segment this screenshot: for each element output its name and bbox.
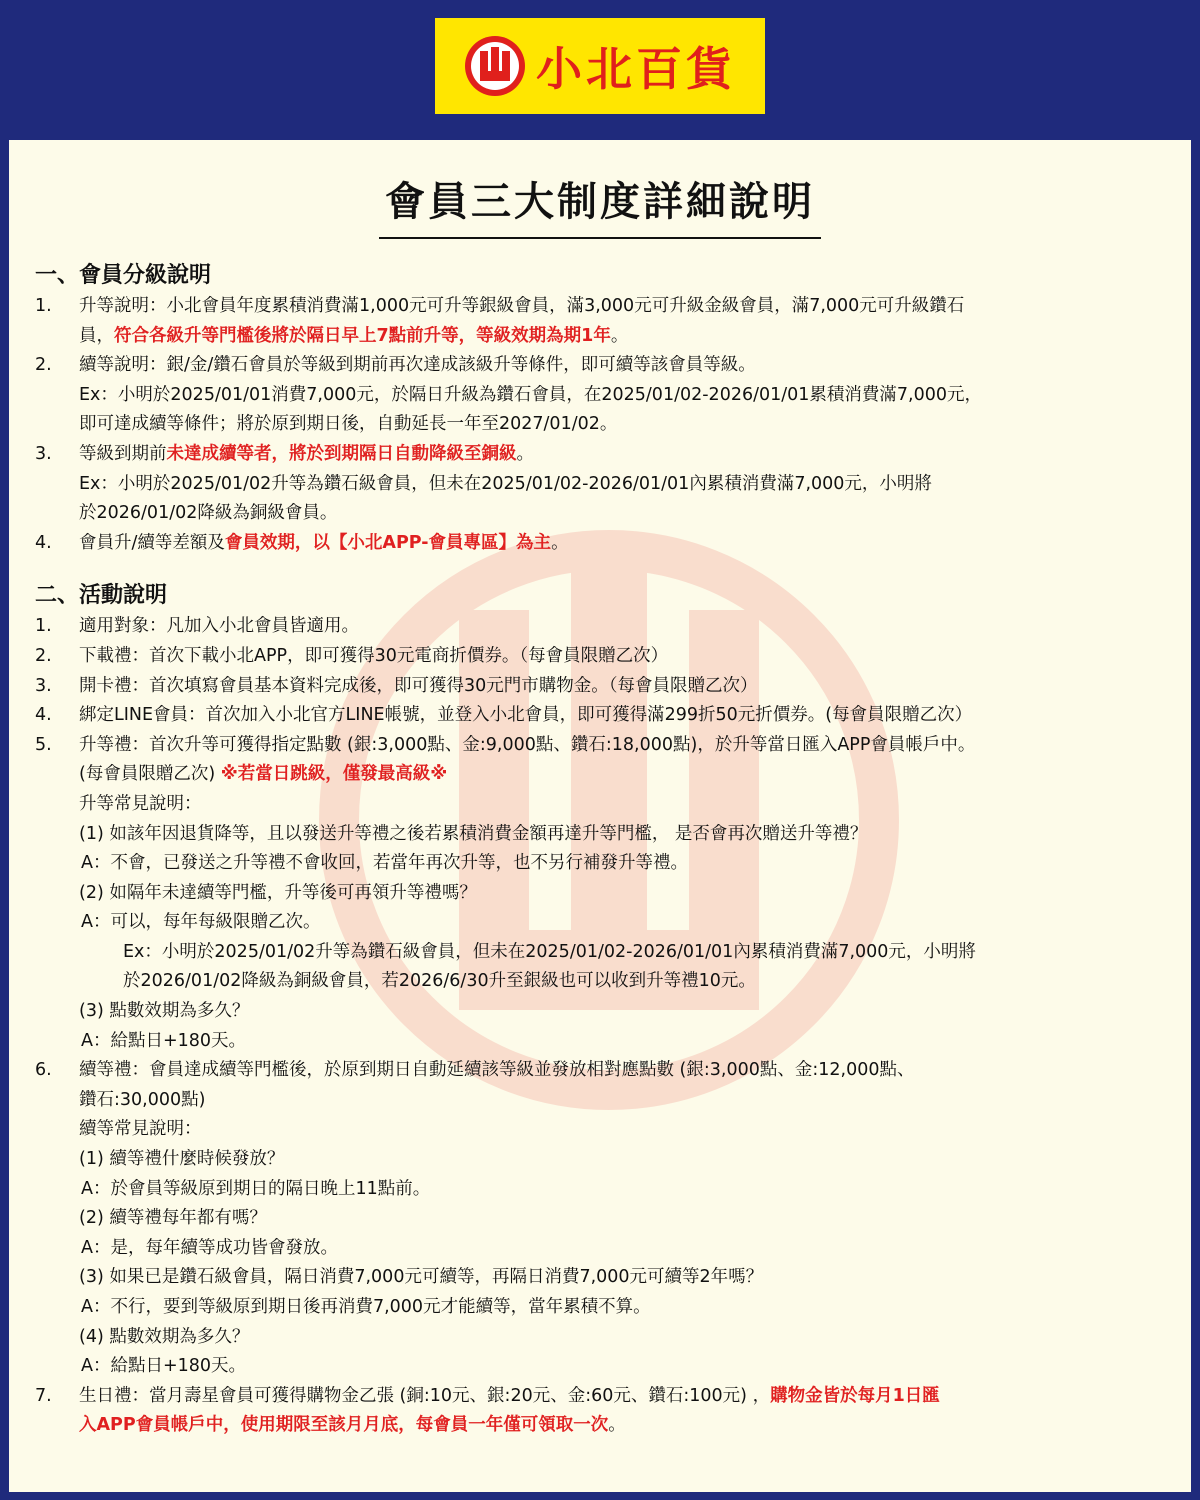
highlight-text: 未達成續等者，將於到期隔日自動降級至銅級 bbox=[166, 443, 517, 464]
list-item bbox=[35, 529, 1165, 559]
item-text: 續等說明：銀/金/鑽石會員於等級到期前再次達成該級升等條件，即可續等該會員等級。 bbox=[79, 355, 756, 376]
section-heading-membership-tiers: 一、會員分級說明 bbox=[35, 263, 212, 288]
item-text-line bbox=[79, 760, 1165, 790]
item-text-line bbox=[79, 322, 1165, 352]
item-text: 適用對象：凡加入小北會員皆適用。 bbox=[79, 616, 359, 637]
faq-answer: A：不會，已發送之升等禮不會收回，若當年再次升等，也不另行補發升等禮。 bbox=[81, 853, 688, 874]
faq-answer: A：給點日+180天。 bbox=[81, 1356, 247, 1377]
list-item bbox=[35, 1056, 1165, 1382]
item-number: 1. bbox=[35, 296, 52, 316]
item-text: 下載禮：首次下載小北APP，即可獲得30元電商折價券。（每會員限贈乙次） bbox=[79, 645, 669, 666]
faq-question: (1) 如該年因退貨降等，且以發送升等禮之後若累積消費金額再達升等門檻， 是否會再次贈送升等禮？ bbox=[79, 823, 868, 844]
list-item bbox=[35, 612, 1165, 642]
item-text: 鑽石:30,000點) bbox=[79, 1089, 206, 1110]
page-title: 會員三大制度詳細說明 bbox=[379, 170, 821, 239]
item-number: 4. bbox=[35, 532, 52, 553]
faq-answer: A：不行，要到等級原到期日後再消費7,000元才能續等，當年累積不算。 bbox=[81, 1297, 651, 1317]
example-text: Ex：小明於2025/01/02升等為鑽石級會員，但未在2025/01/02-2026/01/01內累積消費滿7,000元，小明將 bbox=[79, 473, 932, 494]
item-number: 7. bbox=[35, 1385, 52, 1406]
highlight-text: 購物金皆於每月1日匯 bbox=[770, 1385, 940, 1406]
item-text-line bbox=[79, 1411, 1165, 1441]
text-segment: 會員升/續等差額及 bbox=[79, 532, 225, 553]
item-text-line bbox=[79, 440, 1165, 470]
content-body bbox=[35, 256, 1165, 1441]
item-text: 開卡禮：首次填寫會員基本資料完成後，即可獲得30元門市購物金。（每會員限贈乙次） bbox=[79, 675, 758, 696]
item-number: 1. bbox=[35, 616, 52, 637]
faq-question: (3) 點數效期為多久？ bbox=[79, 1001, 250, 1022]
example-text: 於2026/01/02降級為銅級會員，若2026/6/30升至銀級也可以收到升等禮10元。 bbox=[123, 971, 756, 992]
page-title-wrap bbox=[9, 170, 1191, 239]
list-item bbox=[35, 351, 1165, 440]
text-segment: 。 bbox=[608, 1415, 626, 1436]
header-bar bbox=[0, 0, 1200, 140]
list-item bbox=[35, 292, 1165, 351]
list-item bbox=[35, 642, 1165, 672]
faq-question: (2) 續等禮每年都有嗎？ bbox=[79, 1208, 267, 1229]
brand-name: 小北百貨 bbox=[536, 42, 736, 96]
text-segment: 等級到期前 bbox=[79, 443, 167, 464]
highlight-text: 符合各級升等門檻後將於隔日早上7點前升等，等級效期為期1年 bbox=[114, 325, 611, 346]
list-item bbox=[35, 731, 1165, 1057]
item-text: 綁定LINE會員：首次加入小北官方LINE帳號，並登入小北會員，即可獲得滿299折50元折價券。(每會員限贈乙次） bbox=[79, 705, 973, 726]
list-item bbox=[35, 1382, 1165, 1441]
example-text: Ex：小明於2025/01/02升等為鑽石級會員，但未在2025/01/02-2026/01/01內累積消費滿7,000元，小明將 bbox=[123, 941, 976, 962]
item-text: 升等說明：小北會員年度累積消費滿1,000元可升等銀級會員，滿3,000元可升級金級會員，滿7,000元可升級鑽石 bbox=[79, 296, 965, 316]
text-segment: 員， bbox=[79, 325, 114, 346]
item-number: 6. bbox=[35, 1060, 52, 1081]
list-item bbox=[35, 672, 1165, 702]
faq-answer: A：可以，每年每級限贈乙次。 bbox=[81, 912, 321, 933]
item-number: 2. bbox=[35, 355, 52, 376]
item-number: 4. bbox=[35, 705, 52, 726]
example-text: Ex：小明於2025/01/01消費7,000元，於隔日升級為鑽石會員，在2025/01/02-2026/01/01累積消費滿7,000元， bbox=[79, 384, 983, 405]
faq-question: (1) 續等禮什麼時候發放？ bbox=[79, 1149, 285, 1170]
faq-question: (3) 如果已是鑽石級會員，隔日消費7,000元可續等，再隔日消費7,000元可續等2年嗎？ bbox=[79, 1267, 764, 1288]
example-text: 即可達成續等條件；將於原到期日後，自動延長一年至2027/01/02。 bbox=[79, 414, 618, 435]
text-segment: (每會員限贈乙次) bbox=[79, 764, 221, 785]
text-segment: 。 bbox=[551, 532, 569, 553]
faq-question: (4) 點數效期為多久？ bbox=[79, 1326, 250, 1347]
item-text-line bbox=[79, 1382, 1165, 1412]
item-number: 3. bbox=[35, 443, 52, 464]
content-panel bbox=[9, 140, 1191, 1492]
brand-logo bbox=[435, 18, 765, 114]
item-number: 5. bbox=[35, 734, 52, 755]
faq-title: 續等常見說明： bbox=[79, 1119, 202, 1140]
faq-answer: A：是，每年續等成功皆會發放。 bbox=[81, 1237, 338, 1258]
highlight-text: ※若當日跳級，僅發最高級※ bbox=[220, 764, 448, 785]
highlight-text: 會員效期，以【小北APP-會員專區】為主 bbox=[224, 532, 552, 553]
item-number: 2. bbox=[35, 645, 52, 666]
list-item bbox=[35, 440, 1165, 529]
text-segment: 。 bbox=[610, 325, 629, 346]
faq-answer: A：於會員等級原到期日的隔日晚上11點前。 bbox=[81, 1178, 431, 1199]
example-text: 於2026/01/02降級為銅級會員。 bbox=[79, 503, 338, 524]
text-segment: 生日禮：當月壽星會員可獲得購物金乙張 (銅:10元、銀:20元、金:60元、鑽石:100元) ， bbox=[79, 1385, 771, 1406]
highlight-text: 入APP會員帳戶中，使用期限至該月月底，每會員一年僅可領取一次 bbox=[79, 1415, 609, 1436]
section-heading-activities: 二、活動說明 bbox=[35, 583, 168, 609]
item-number: 3. bbox=[35, 675, 52, 696]
brand-mark-icon bbox=[464, 35, 526, 97]
list-item bbox=[35, 701, 1165, 731]
item-text: 升等禮：首次升等可獲得指定點數 (銀:3,000點、金:9,000點、鑽石:18,000點)，於升等當日匯入APP會員帳戶中。 bbox=[79, 734, 976, 755]
text-segment: 。 bbox=[516, 443, 534, 464]
item-text-line bbox=[79, 529, 1165, 559]
faq-question: (2) 如隔年未達續等門檻，升等後可再領升等禮嗎？ bbox=[79, 882, 477, 903]
item-text: 續等禮：會員達成續等門檻後，於原到期日自動延續該等級並發放相對應點數 (銀:3,000點、金:12,000點、 bbox=[79, 1060, 915, 1081]
faq-title: 升等常見說明： bbox=[79, 793, 202, 814]
faq-answer: A：給點日+180天。 bbox=[81, 1030, 247, 1051]
